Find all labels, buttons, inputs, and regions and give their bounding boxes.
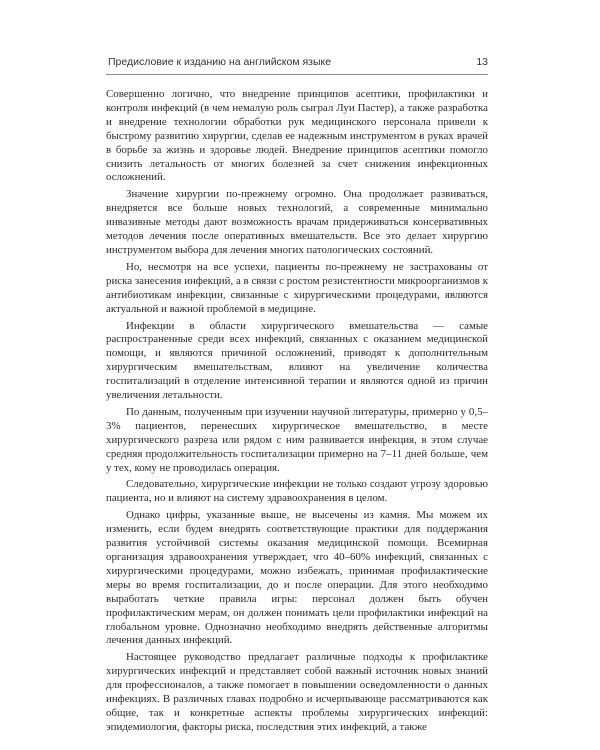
paragraph: Совершенно логично, что внедрение принципов асептики, профилактики и контроля инфекций (в чем немалую роль сыграл Луи Пастер), а также разработка и внедрение технологии обработки рук медицинского персонала привели к быстрому развитию хирургии, сделав ее надежным инструментом в руках врачей в борьбе за жизнь и здоровье людей. Внедрение принципов асептики помогло снизить летальность от многих болезней за счет снижения инфекционных осложнений. bbox=[106, 88, 488, 184]
paragraph: Но, несмотря на все успехи, пациенты по-прежнему не застрахованы от риска занесения инфекций, а в связи с ростом резистентности микроорганизмов к антибиотикам инфекции, связанные с хирургическими процедурами, являются актуальной и важной проблемой в медицине. bbox=[106, 260, 488, 315]
paragraph: По данным, полученным при изучении научной литературы, примерно у 0,5–3% пациентов, перенесших хирургическое вмешательство, в месте хирургического разреза или рядом с ним развивается инфекция, в этом случае средняя продолжительность госпитализации примерно на 7–11 дней больше, чем у тех, кому не проводилась операция. bbox=[106, 405, 488, 474]
paragraph: Однако цифры, указанные выше, не высечены из камня. Мы можем их изменить, если будем внедрять соответствующие практики для поддержания развития устойчивой системы оказания медицинской помощи. Всемирная организация здравоохранения утверждает, что 40–60% инфекций, связанных с хирургическими процедурами, можно избежать, принимая профилактические меры во время госпитализации, до и после операции. Для этого необходимо выработать четкие правила игры: персонал должен быть обучен профилактическим мерам, он должен понимать цели профилактики инфекций на глобальном уровне. Однозначно необходимо внедрять действенные алгоритмы лечения данных инфекций. bbox=[106, 509, 488, 647]
page-number: 13 bbox=[476, 56, 488, 68]
paragraph: Следовательно, хирургические инфекции не только создают угрозу здоровью пациента, но и влияют на систему здравоохранения в целом. bbox=[106, 478, 488, 505]
paragraph: Значение хирургии по-прежнему огромно. Она продолжает развиваться, внедряется все больше новых технологий, а современные минимально инвазивные методы дают возможность врачам придерживаться консервативных методов лечения после оперативных вмешательств. Все это делает хирургию инструментом выбора для лечения многих патологических состояний. bbox=[106, 188, 488, 256]
running-head bbox=[106, 56, 488, 74]
running-head-title: Предисловие к изданию на английском языке bbox=[108, 56, 332, 68]
body-text bbox=[106, 88, 488, 738]
paragraph: Настоящее руководство предлагает различные подходы к профилактике хирургических инфекций и представляет собой важный источник новых знаний для профессионалов, а также помогает в повышении осведомленности о данных инфекциях. В различных главах подробно и исчерпывающе рассматриваются как общие, так и конкретные аспекты проблемы хирургических инфекций: эпидемиология, факторы риска, последствия этих инфекций, а также bbox=[106, 651, 488, 733]
paragraph: Инфекции в области хирургического вмешательства — самые распространенные среди всех инфекций, связанных с оказанием медицинской помощи, и являются причиной осложнений, приводят к дополнительным хирургическим вмешательствам, влияют на увеличение количества госпитализаций в отделение интенсивной терапии и являются одной из причин увеличения летальности. bbox=[106, 319, 488, 402]
header-rule bbox=[106, 74, 488, 75]
